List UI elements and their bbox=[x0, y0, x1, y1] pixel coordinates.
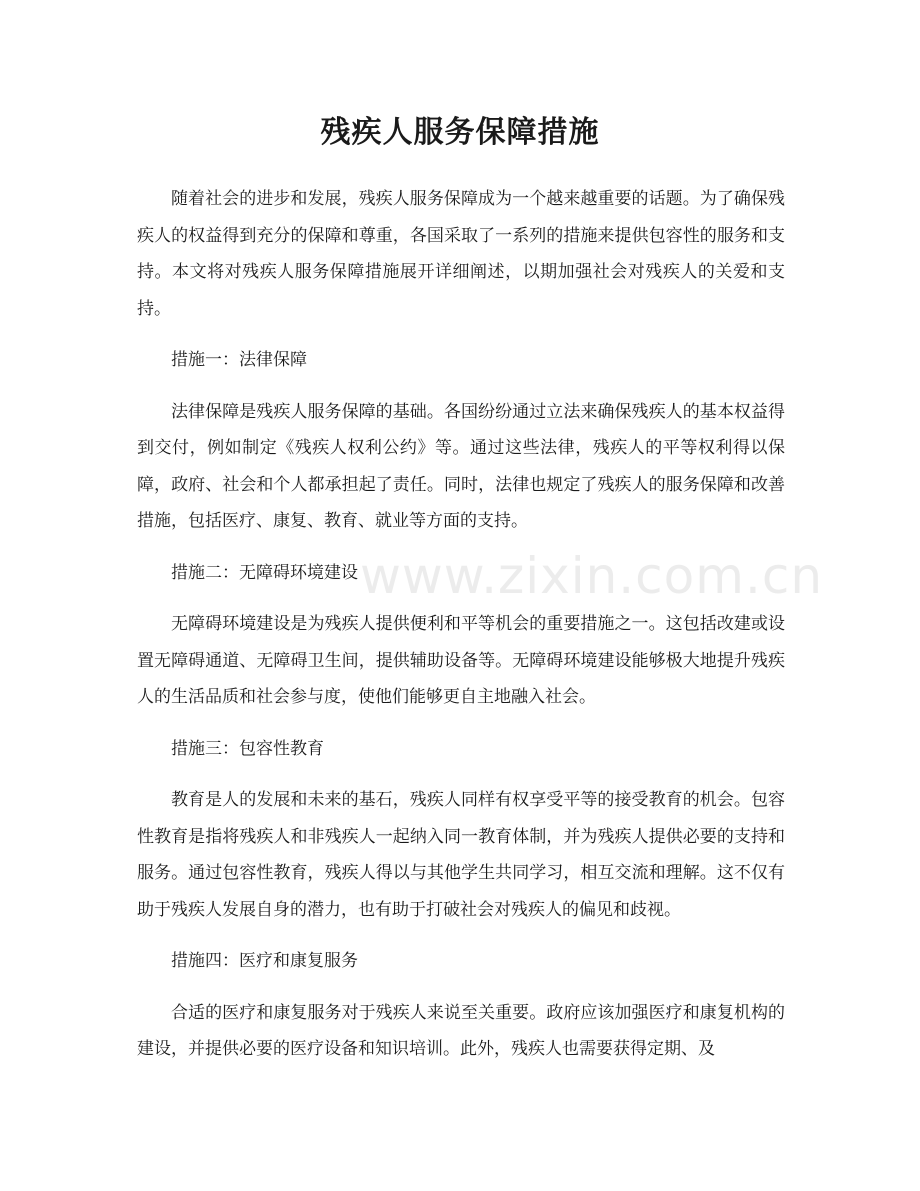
section-paragraph-3: 教育是人的发展和未来的基石，残疾人同样有权享受平等的接受教育的机会。包容性教育是指将残疾人和非残疾人一起纳入同一教育体制，并为残疾人提供必要的支持和服务。通过包容性教育，残疾人得以与其他学生共同学习，相互交流和理解。这不仅有助于残疾人发展自身的潜力，也有助于打破社会对残疾人的偏见和歧视。 bbox=[137, 790, 785, 920]
intro-paragraph: 随着社会的进步和发展，残疾人服务保障成为一个越来越重要的话题。为了确保残疾人的权益得到充分的保障和尊重，各国采取了一系列的措施来提供包容性的服务和支持。本文将对残疾人服务保障措施展开详细阐述，以期加强社会对残疾人的关爱和支持。 bbox=[137, 189, 785, 319]
section-heading-1: 措施一：法律保障 bbox=[171, 350, 307, 370]
section-paragraph-4: 合适的医疗和康复服务对于残疾人来说至关重要。政府应该加强医疗和康复机构的建设，并提供必要的医疗设备和知识培训。此外，残疾人也需要获得定期、及 bbox=[137, 1002, 785, 1059]
document-body bbox=[137, 181, 785, 1083]
watermark: www.zixin.com.cn bbox=[360, 547, 824, 605]
section-paragraph-2: 无障碍环境建设是为残疾人提供便利和平等机会的重要措施之一。这包括改建或设置无障碍通道、无障碍卫生间，提供辅助设备等。无障碍环境建设能够极大地提升残疾人的生活品质和社会参与度，使他们能够更自主地融入社会。 bbox=[137, 614, 785, 707]
section-heading-2: 措施二：无障碍环境建设 bbox=[171, 562, 358, 583]
section-heading-4: 措施四：医疗和康复服务 bbox=[171, 951, 358, 971]
section-paragraph-1: 法律保障是残疾人服务保障的基础。各国纷纷通过立法来确保残疾人的基本权益得到交付，例如制定《残疾人权利公约》等。通过这些法律，残疾人的平等权利得以保障，政府、社会和个人都承担起了责任。同时，法律也规定了残疾人的服务保障和改善措施，包括医疗、康复、教育、就业等方面的支持。 bbox=[137, 401, 785, 531]
section-heading-3: 措施三：包容性教育 bbox=[171, 738, 324, 759]
document-title: 残疾人服务保障措施 bbox=[320, 115, 600, 150]
